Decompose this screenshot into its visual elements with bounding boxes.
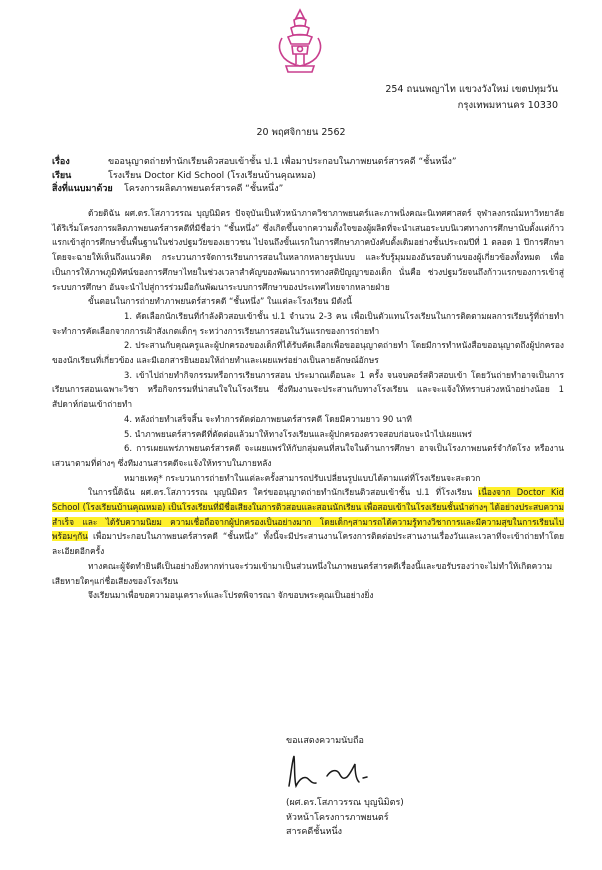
subject-row [52,156,562,170]
letter-body [52,206,564,603]
signatory-title: หัวหน้าโครงการภาพยนตร์ [286,812,389,823]
step-item-2: 2. ประสานกับคุณครูและผู้ปกครองของเด็กที่ได้รับคัดเลือกเพื่อขออนุญาตถ่ายทำ โดยมีการทำหนังสือขออนุญาตถึงผู้ปกครองของนักเรียนที่เกี่ยวข้อง และมีเอกสารยินยอมให้ถ่ายทำและเผยแพร่อย่างเป็นลายลักษณ์อักษร [52,340,564,366]
subject-label: เรื่อง [52,157,70,167]
body-paragraph-intro: ด้วยดิฉัน ผศ.ดร.โสภาวรรณ บุญนิมิตร ปัจจุบันเป็นหัวหน้าภาควิชาภาพยนตร์และภาพนิ่งคณะนิเทศศาสตร์ จุฬาลงกรณ์มหาวิทยาลัย ได้ริเริ่มโครงการผลิตภาพยนตร์สารคดีที่มีชื่อว่า “ชั้นหนึ่ง” ซึ่งเกิดขึ้นจากความตั้งใจของผู้ผลิตที่จะนำเสนอระบบนิเวศทางการศึกษานับตั้งแต่ก้าวแรกเข้าสู่การศึกษาขั้นพื้นฐานในช่วงปฐมวัยของเยาวชน ไปจนถึงขั้นแรกในการศึกษาภาคบังคับตั้งเดิมอย่างชั้นประถมปีที่ 1 ตลอด 1 ปีการศึกษา โดยจะฉายให้เห็นถึงแนวคิด กระบวนการจัดการเรียนการสอนในหลากหลายรูปแบบ และรับรู้มุมมองอันรอบด้านของผู้เกี่ยวข้องทั้งหมด เพื่อเป็นการให้ภาพภูมิทัศน์ของการศึกษาไทยในช่วงเวลาสำคัญของพัฒนาการทางสติปัญญาของเด็ก นั่นคือ ช่วงปฐมวัยจนถึงก้าวแรกของการเข้าสู่ระบบการศึกษา อันจะนำไปสู่การร่วมมือกันพัฒนาระบบการศึกษาของประเทศไทยจากหลายฝ่าย [52,208,564,292]
body-paragraph-assurance: ทางคณะผู้จัดทำยินดีเป็นอย่างยิ่งหากท่านจะร่วมเข้ามาเป็นส่วนหนึ่งในภาพยนตร์สารคดีเรื่องนี้และขอรับรองว่าจะไม่ทำให้เกิดความเสียหายใดๆแก่ชื่อเสียงของโรงเรียน [52,560,553,586]
address-line-1: 254 ถนนพญาไท แขวงวังใหม่ เขตปทุมวัน [385,84,558,95]
handwritten-signature [283,752,379,792]
step-item-4: 4. หลังถ่ายทำเสร็จสิ้น จะทำการตัดต่อภาพยนตร์สารคดี โดยมีความยาว 90 นาที [124,413,412,424]
attachment-text: โครงการผลิตภาพยนตร์สารคดี “ชั้นหนึ่ง” [124,184,284,194]
sender-address [385,82,558,114]
body-paragraph-steps-heading: ขั้นตอนในการถ่ายทำภาพยนตร์สารคดี “ชั้นหนึ่ง” ในแต่ละโรงเรียน มีดังนี้ [88,296,352,307]
request-text-end: เพื่อมาประกอบในภาพยนตร์สารคดี “ชั้นหนึ่ง” ทั้งนี้จะมีประสานงานโครงการติดต่อประสานงานเรื่องวันและเวลาที่จะเข้าถ่ายทำโดยละเอียดอีกครั้ง [52,531,565,557]
address-line-2: กรุงเทพมหานคร 10330 [457,100,558,111]
note-paragraph: หมายเหตุ* กระบวนการถ่ายทำในแต่ละครั้งสามารถปรับเปลี่ยนรูปแบบได้ตามแต่ที่โรงเรียนจะสะดวก [124,472,481,483]
body-paragraph-request [52,485,564,559]
signatory-block [286,796,404,840]
attachment-label: สิ่งที่แนบมาด้วย [52,184,113,194]
step-item-5: 5. นำภาพยนตร์สารคดีที่ตัดต่อแล้วมาให้ทางโรงเรียนและผู้ปกครองตรวจสอบก่อนจะนำไปเผยแพร่ [124,428,472,439]
request-text-start: ในการนี้ดิฉัน ผศ.ดร.โสภาวรรณ บุญนิมิตร ใคร่ขออนุญาตถ่ายทำนักเรียนติวสอบเข้าชั้น ป.1 ที่โรงเรียน [88,487,473,498]
letter-date: 20 พฤศจิกายน 2562 [256,127,346,138]
body-paragraph-closing: จึงเรียนมาเพื่อขอความอนุเคราะห์และโปรดพิจารณา จักขอบพระคุณเป็นอย่างยิ่ง [88,590,374,601]
letter-meta [52,156,562,197]
highlighted-school-description: เนื่องจาก Doctor Kid School (โรงเรียนบ้านคุณหมอ) เป็นโรงเรียนที่มีชื่อเสียงในการติวสอบและสอนนักเรียน เพื่อสอบเข้าในโรงเรียนชั้นนำต่างๆ ได้อย่างประสบความสำเร็จ และ ได้รับความนิยม ความเชื่อถือจากผู้ปกครองเป็นอย่างมาก โดยเด็กๆสามารถได้ความรู้ทางวิชาการและมีความสุขในการเรียนไปพร้อมๆกัน [52,487,564,542]
signatory-project: สารคดีชั้นหนึ่ง [286,827,342,837]
recipient-row [52,170,562,184]
step-item-1: 1. คัดเลือกนักเรียนที่กำลังติวสอบเข้าชั้น ป.1 จำนวน 2-3 คน เพื่อเป็นตัวแทนโรงเรียนในการติดตามผลการเรียนรู้ที่ถ่ายทำจะทำการคัดเลือกจากการเฝ้าสังเกตเด็กๆ ระหว่างการเรียนการสอนในวันแรกของการถ่ายทำ [52,310,564,336]
attachment-row [52,183,562,197]
chulalongkorn-emblem-icon [274,8,326,74]
step-item-6: 6. การเผยแพร่ภาพยนตร์สารคดี จะเผยแพร่ให้กับกลุ่มคนที่สนใจในด้านการศึกษา อาจเป็นโรงภาพยนตร์จำกัดโรง หรืองานเสวนาตามที่ต่างๆ ซึ่งทีมงานสารคดีจะแจ้งให้ทราบในภายหลัง [52,443,564,468]
recipient-label: เรียน [52,170,72,181]
step-item-3: 3. เข้าไปถ่ายทำกิจกรรมหรือการเรียนการสอน ประมาณเดือนละ 1 ครั้ง จนจบคอร์สติวสอบเข้า โดยวันถ่ายทำอาจเป็นการเรียนการสอนเฉพาะวิชา หรือกิจกรรมที่น่าสนใจในโรงเรียน ซึ่งทีมงานจะประสานกับทางโรงเรียน และจะแจ้งให้ทราบล่วงหน้าอย่างน้อย 1 สัปดาห์ก่อนเข้าถ่ายทำ [52,369,564,410]
complimentary-close: ขอแสดงความนับถือ [286,736,364,746]
subject-text: ขออนุญาตถ่ายทำนักเรียนติวสอบเข้าชั้น ป.1 เพื่อมาประกอบในภาพยนตร์สารคดี “ชั้นหนึ่ง” [108,157,457,167]
recipient-text: โรงเรียน Doctor Kid School (โรงเรียนบ้านคุณหมอ) [108,170,316,181]
signatory-name: (ผศ.ดร.โสภาวรรณ บุญนิมิตร) [286,798,404,808]
